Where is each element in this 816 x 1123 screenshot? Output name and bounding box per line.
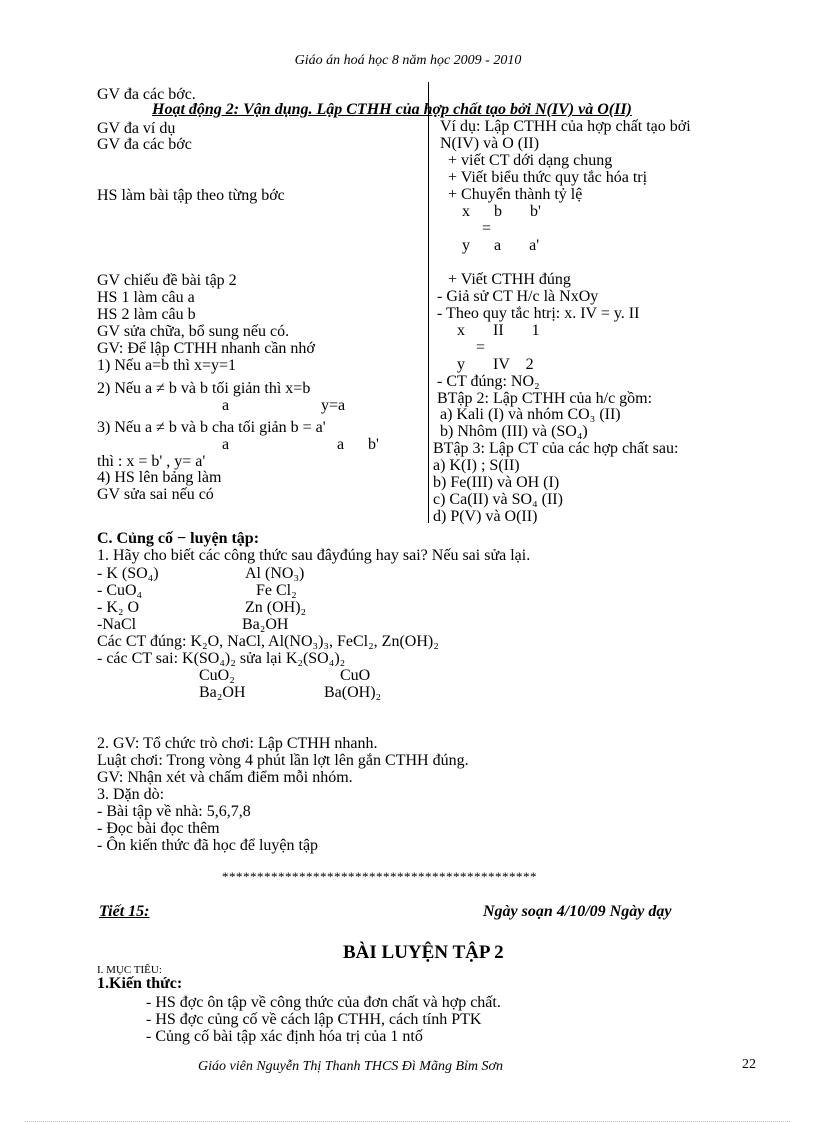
right-line: d) P(V) và O(II) (433, 508, 538, 525)
right-line: Ví dụ: Lập CTHH của hợp chất tạo bởi (440, 118, 691, 135)
left-line: 4) HS lên bảng làm (97, 469, 222, 486)
left-line: GV đa các bớc (97, 136, 192, 153)
left-line: GV sửa chữa, bổ sung nếu có. (97, 323, 290, 340)
right-line: b) Nhôm (III) và (SO₄) (440, 423, 588, 440)
right-line: a) Kali (I) và nhóm CO₃ (II) (440, 406, 621, 423)
objectives-label: I. MỤC TIÊU: (97, 964, 162, 976)
right-line: + Chuyển thành tỷ lệ (448, 186, 583, 203)
wrong-right: CuO (340, 667, 371, 684)
right-line: = (476, 339, 486, 356)
right-line: + viết CT dới dạng chung (448, 152, 613, 169)
right-line: - Giả sử CT H/c là NxOy (437, 288, 599, 305)
formula-left: - K₂ O (97, 599, 140, 616)
knowledge-label: 1.Kiến thức: (97, 975, 183, 992)
left-line: HS 2 làm câu b (97, 306, 196, 323)
activity-title: Hoạt động 2: Vận dụng. Lập CTHH của hợp chất tạo bởi N(IV) và O(II) (152, 101, 632, 118)
column-divider (428, 82, 429, 523)
part2-line: 3. Dặn dò: (97, 786, 165, 803)
left-line: GV: Để lập CTHH nhanh cần nhớ (97, 340, 315, 357)
section-c-title: C. Củng cố − luyện tập: (97, 530, 260, 547)
left-line: b' (368, 436, 379, 453)
right-line: + Viết biểu thức quy tắc hóa trị (448, 169, 648, 186)
wrong-left: Ba₂OH (199, 684, 246, 701)
left-line: y=a (321, 397, 346, 414)
part2-line: 2. GV: Tổ chức trò chơi: Lập CTHH nhanh. (97, 735, 378, 752)
left-line: HS 1 làm câu a (97, 289, 195, 306)
right-line: y a a' (462, 237, 540, 254)
lesson-label: Tiết 15: (99, 903, 150, 920)
formula-left: - CuO₄ (97, 582, 143, 599)
left-line: 2) Nếu a ≠ b và b tối giản thì x=b (97, 380, 311, 397)
formula-left: - K (SO₄) (97, 565, 159, 582)
left-line: a (222, 436, 230, 453)
part2-line: GV: Nhận xét và chấm điểm mỗi nhóm. (97, 769, 353, 786)
left-line: 1) Nếu a=b thì x=y=1 (97, 357, 237, 374)
formula-right: Al (NO₃) (245, 565, 305, 582)
wrong-right: Ba(OH)₂ (324, 684, 382, 701)
part2-line: - Ôn kiến thức đã học để luyện tập (97, 837, 319, 854)
right-line: y IV 2 (457, 356, 534, 373)
page-bottom-border (25, 1121, 790, 1122)
left-line: 3) Nếu a ≠ b và b cha tối giản b = a' (97, 419, 326, 436)
knowledge-item: - Củng cố bài tập xác định hóa trị của 1 ntố (146, 1028, 423, 1045)
left-line: thì : x = b' , y= a' (97, 453, 206, 470)
right-line: BTập 3: Lập CT của các hợp chất sau: (433, 440, 679, 457)
formula-right: Zn (OH)₂ (245, 599, 307, 616)
correct-formulas: Các CT đúng: K₂O, NaCl, Al(NO₃)₃, FeCl₂, Zn(OH)₂ (97, 633, 439, 650)
page-footer: Giáo viên Nguyễn Thị Thanh THCS Đì Mãng Bỉm Sơn (198, 1059, 503, 1074)
left-line: a (222, 397, 230, 414)
formula-right: Fe Cl₂ (256, 582, 297, 599)
right-line: + Viết CTHH đúng (448, 271, 571, 288)
wrong-formulas: - các CT sai: K(SO₄)₂ sửa lại K₂(SO₄)₂ (97, 650, 346, 667)
right-line: x II 1 (457, 322, 540, 339)
formula-left: -NaCl (97, 616, 137, 633)
wrong-left: CuO₂ (199, 667, 235, 684)
right-line: - CT đúng: NO₂ (437, 373, 540, 390)
page-number: 22 (742, 1057, 756, 1072)
separator: ********************************************* (222, 869, 537, 884)
right-line: x b b' (462, 203, 541, 220)
formula-right: Ba₂OH (242, 616, 289, 633)
question-1: 1. Hãy cho biết các công thức sau đâyđúng hay sai? Nếu sai sửa lại. (97, 547, 531, 564)
right-line: N(IV) và O (II) (440, 135, 540, 152)
left-line: a (337, 436, 345, 453)
part2-line: Luật chơi: Trong vòng 4 phút lần lợt lên gắn CTHH đúng. (97, 752, 469, 769)
right-line: = (482, 220, 492, 237)
left-line: GV đa ví dụ (97, 120, 176, 137)
right-line: BTập 2: Lập CTHH của h/c gồm: (437, 390, 653, 407)
left-line: GV chiếu đề bài tập 2 (97, 272, 237, 289)
knowledge-item: - HS đợc ôn tập về công thức của đơn chất và hợp chất. (146, 994, 501, 1011)
part2-line: - Đọc bài đọc thêm (97, 820, 220, 837)
top-line: GV đa các bớc. (97, 86, 196, 103)
right-line: a) K(I) ; S(II) (433, 457, 520, 474)
knowledge-item: - HS đợc củng cố về cách lập CTHH, cách tính PTK (146, 1011, 482, 1028)
lesson-dates: Ngày soạn 4/10/09 Ngày dạy (483, 903, 672, 920)
right-line: c) Ca(II) và SO₄ (II) (433, 491, 563, 508)
page-header: Giáo án hoá học 8 năm học 2009 - 2010 (294, 53, 522, 68)
lesson-title: BÀI LUYỆN TẬP 2 (343, 942, 504, 963)
left-line: GV sửa sai nếu có (97, 486, 214, 503)
right-line: b) Fe(III) và OH (I) (433, 474, 560, 491)
part2-line: - Bài tập về nhà: 5,6,7,8 (97, 803, 251, 820)
right-line: - Theo quy tắc htrị: x. IV = y. II (437, 305, 640, 322)
left-line: HS làm bài tập theo từng bớc (97, 187, 285, 204)
